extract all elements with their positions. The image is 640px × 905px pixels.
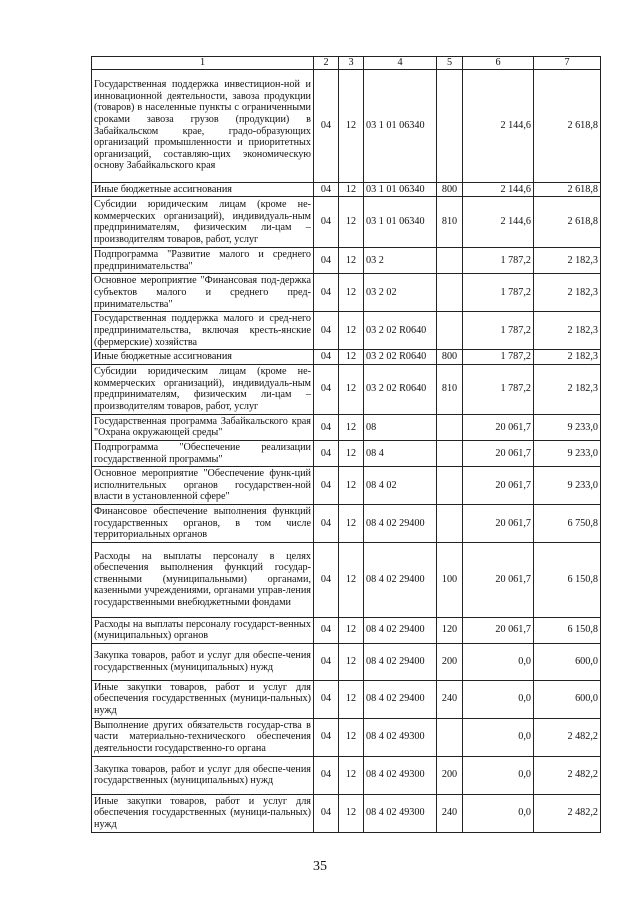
row-expense-type: 810 (437, 197, 463, 248)
row-amount-col6: 20 061,7 (463, 467, 534, 505)
row-description: Закупка товаров, работ и услуг для обеспе-чения государственных (муниципальных) нужд (92, 756, 314, 794)
row-subsection: 12 (339, 197, 364, 248)
row-amount-col6: 0,0 (463, 794, 534, 832)
row-expense-type: 800 (437, 350, 463, 365)
row-subsection: 12 (339, 274, 364, 312)
row-section: 04 (314, 680, 339, 718)
row-section: 04 (314, 69, 339, 182)
row-target-code: 03 1 01 06340 (364, 69, 437, 182)
column-header: 5 (437, 57, 463, 70)
table-row (92, 440, 601, 466)
row-amount-col6: 0,0 (463, 756, 534, 794)
row-subsection: 12 (339, 248, 364, 274)
row-amount-col6: 1 787,2 (463, 350, 534, 365)
row-target-code: 08 4 02 29400 (364, 542, 437, 617)
row-amount-col7: 600,0 (534, 643, 601, 680)
row-amount-col7: 2 618,8 (534, 197, 601, 248)
row-amount-col7: 2 182,3 (534, 274, 601, 312)
row-section: 04 (314, 350, 339, 365)
table-row (92, 756, 601, 794)
row-expense-type: 800 (437, 182, 463, 197)
row-expense-type: 200 (437, 643, 463, 680)
row-amount-col7: 9 233,0 (534, 467, 601, 505)
row-expense-type: 240 (437, 680, 463, 718)
table-body (92, 69, 601, 832)
row-description: Государственная программа Забайкальского края "Охрана окружающей среды" (92, 414, 314, 440)
table-header-row (92, 57, 601, 70)
row-amount-col7: 2 618,8 (534, 69, 601, 182)
row-target-code: 08 4 02 29400 (364, 680, 437, 718)
column-header: 7 (534, 57, 601, 70)
row-section: 04 (314, 312, 339, 350)
budget-table (91, 56, 601, 833)
row-expense-type: 120 (437, 617, 463, 643)
row-description: Субсидии юридическим лицам (кроме не-коммерческих организаций), индивидуаль-ным предпринимателям, физическим ли-цам – производителям товаров, работ, услуг (92, 364, 314, 414)
row-section: 04 (314, 718, 339, 756)
row-subsection: 12 (339, 69, 364, 182)
row-description: Субсидии юридическим лицам (кроме не-коммерческих организаций), индивидуаль-ным предпринимателям, физическим ли-цам – производителям товаров, работ, услуг (92, 197, 314, 248)
row-expense-type: 240 (437, 794, 463, 832)
row-amount-col7: 2 482,2 (534, 718, 601, 756)
row-section: 04 (314, 248, 339, 274)
column-header: 2 (314, 57, 339, 70)
row-section: 04 (314, 617, 339, 643)
row-amount-col6: 0,0 (463, 718, 534, 756)
row-expense-type (437, 414, 463, 440)
row-section: 04 (314, 364, 339, 414)
row-target-code: 08 4 02 49300 (364, 756, 437, 794)
row-amount-col7: 6 150,8 (534, 542, 601, 617)
row-description: Подпрограмма "Развитие малого и среднего предпринимательства" (92, 248, 314, 274)
row-target-code: 03 1 01 06340 (364, 182, 437, 197)
row-subsection: 12 (339, 350, 364, 365)
row-section: 04 (314, 643, 339, 680)
row-target-code: 03 2 02 R0640 (364, 350, 437, 365)
row-amount-col7: 6 750,8 (534, 504, 601, 542)
table-row (92, 467, 601, 505)
row-subsection: 12 (339, 467, 364, 505)
row-target-code: 03 1 01 06340 (364, 197, 437, 248)
row-amount-col6: 1 787,2 (463, 364, 534, 414)
row-subsection: 12 (339, 680, 364, 718)
row-amount-col6: 0,0 (463, 680, 534, 718)
row-amount-col6: 0,0 (463, 643, 534, 680)
row-target-code: 03 2 02 R0640 (364, 364, 437, 414)
row-section: 04 (314, 414, 339, 440)
table-row (92, 504, 601, 542)
row-expense-type (437, 312, 463, 350)
row-target-code: 08 4 02 (364, 467, 437, 505)
row-section: 04 (314, 197, 339, 248)
row-expense-type: 200 (437, 756, 463, 794)
row-amount-col6: 20 061,7 (463, 414, 534, 440)
table-row (92, 643, 601, 680)
row-expense-type: 100 (437, 542, 463, 617)
table-row (92, 69, 601, 182)
row-target-code: 08 4 (364, 440, 437, 466)
table-row (92, 542, 601, 617)
row-amount-col7: 2 182,3 (534, 248, 601, 274)
row-expense-type (437, 274, 463, 312)
row-amount-col7: 2 482,2 (534, 756, 601, 794)
row-section: 04 (314, 440, 339, 466)
row-amount-col6: 20 061,7 (463, 617, 534, 643)
row-subsection: 12 (339, 504, 364, 542)
table-row (92, 794, 601, 832)
row-description: Государственная поддержка инвестицион-ной и инновационной деятельности, завоза продукции (товаров) в населенные пункты с ограниченными сроками завоза грузов (продукции) в Забайкальском крае, градо-образующих организаций промышленности и приоритетных организаций, составляю-щих экономическую основу Забайкальского края (92, 69, 314, 182)
row-target-code: 08 4 02 49300 (364, 794, 437, 832)
row-description: Иные бюджетные ассигнования (92, 350, 314, 365)
table-row (92, 350, 601, 365)
row-target-code: 08 4 02 29400 (364, 643, 437, 680)
table-row (92, 364, 601, 414)
row-amount-col7: 600,0 (534, 680, 601, 718)
row-subsection: 12 (339, 643, 364, 680)
row-amount-col6: 20 061,7 (463, 440, 534, 466)
row-target-code: 08 4 02 29400 (364, 617, 437, 643)
row-section: 04 (314, 467, 339, 505)
row-subsection: 12 (339, 414, 364, 440)
row-description: Подпрограмма "Обеспечение реализации государственной программы" (92, 440, 314, 466)
row-subsection: 12 (339, 794, 364, 832)
row-amount-col7: 2 482,2 (534, 794, 601, 832)
row-description: Иные бюджетные ассигнования (92, 182, 314, 197)
row-description: Расходы на выплаты персоналу в целях обеспечения выполнения функций государ-ственными (муниципальными) органами, казенными учреждениями, органами управ-ления государственными внебюджетными фондами (92, 542, 314, 617)
row-target-code: 03 2 (364, 248, 437, 274)
row-target-code: 03 2 02 R0640 (364, 312, 437, 350)
row-description: Иные закупки товаров, работ и услуг для обеспечения государственных (муници-пальных) нужд (92, 680, 314, 718)
row-amount-col7: 6 150,8 (534, 617, 601, 643)
column-header: 6 (463, 57, 534, 70)
row-target-code: 03 2 02 (364, 274, 437, 312)
table-row (92, 312, 601, 350)
row-section: 04 (314, 504, 339, 542)
row-expense-type (437, 69, 463, 182)
column-header: 3 (339, 57, 364, 70)
row-target-code: 08 (364, 414, 437, 440)
page-number: 35 (313, 859, 327, 874)
row-expense-type: 810 (437, 364, 463, 414)
row-target-code: 08 4 02 49300 (364, 718, 437, 756)
row-amount-col6: 2 144,6 (463, 182, 534, 197)
row-amount-col7: 2 182,3 (534, 364, 601, 414)
row-section: 04 (314, 542, 339, 617)
row-section: 04 (314, 182, 339, 197)
row-description: Финансовое обеспечение выполнения функций государственных органов, в том числе территориальных органов (92, 504, 314, 542)
row-amount-col6: 2 144,6 (463, 69, 534, 182)
row-expense-type (437, 504, 463, 542)
row-description: Иные закупки товаров, работ и услуг для обеспечения государственных (муници-пальных) нужд (92, 794, 314, 832)
row-amount-col6: 1 787,2 (463, 312, 534, 350)
row-description: Государственная поддержка малого и сред-него предпринимательства, включая кресть-янские (фермерские) хозяйства (92, 312, 314, 350)
row-expense-type (437, 467, 463, 505)
row-subsection: 12 (339, 312, 364, 350)
row-target-code: 08 4 02 29400 (364, 504, 437, 542)
row-amount-col6: 20 061,7 (463, 542, 534, 617)
table-row (92, 414, 601, 440)
row-section: 04 (314, 756, 339, 794)
table-row (92, 274, 601, 312)
row-description: Основное мероприятие "Обеспечение функ-ций исполнительных органов государствен-ной власти в установленной сфере" (92, 467, 314, 505)
row-amount-col7: 2 182,3 (534, 350, 601, 365)
row-amount-col6: 1 787,2 (463, 274, 534, 312)
row-subsection: 12 (339, 364, 364, 414)
row-amount-col6: 2 144,6 (463, 197, 534, 248)
row-description: Основное мероприятие "Финансовая под-держка субъектов малого и среднего пред-принимательства" (92, 274, 314, 312)
row-subsection: 12 (339, 617, 364, 643)
row-amount-col7: 2 618,8 (534, 182, 601, 197)
row-description: Выполнение других обязательств государ-ства в части материально-технического обеспечения деятельности государственно-го органа (92, 718, 314, 756)
row-subsection: 12 (339, 756, 364, 794)
row-amount-col7: 9 233,0 (534, 414, 601, 440)
row-amount-col6: 1 787,2 (463, 248, 534, 274)
row-description: Расходы на выплаты персоналу государст-венных (муниципальных) органов (92, 617, 314, 643)
column-header: 4 (364, 57, 437, 70)
row-subsection: 12 (339, 718, 364, 756)
row-section: 04 (314, 794, 339, 832)
row-amount-col7: 2 182,3 (534, 312, 601, 350)
row-description: Закупка товаров, работ и услуг для обеспе-чения государственных (муниципальных) нужд (92, 643, 314, 680)
row-expense-type (437, 440, 463, 466)
row-amount-col7: 9 233,0 (534, 440, 601, 466)
table-row (92, 197, 601, 248)
row-amount-col6: 20 061,7 (463, 504, 534, 542)
table-row (92, 182, 601, 197)
row-subsection: 12 (339, 542, 364, 617)
table-row (92, 718, 601, 756)
row-subsection: 12 (339, 182, 364, 197)
row-subsection: 12 (339, 440, 364, 466)
column-header: 1 (92, 57, 314, 70)
row-section: 04 (314, 274, 339, 312)
row-expense-type (437, 718, 463, 756)
table-row (92, 617, 601, 643)
table-row (92, 248, 601, 274)
table-row (92, 680, 601, 718)
row-expense-type (437, 248, 463, 274)
